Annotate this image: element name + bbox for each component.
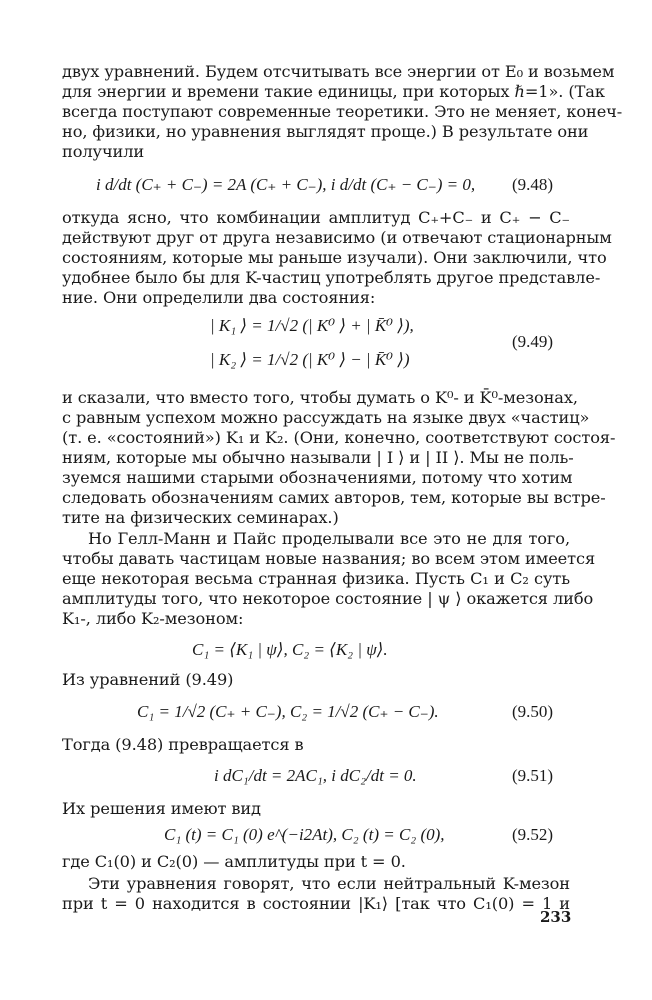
- text-line: но, физики, но уравнения выглядят проще.) В результате они: [62, 122, 589, 141]
- text-line: следовать обозначениям самих авторов, тем, которые вы встре-: [62, 488, 606, 507]
- page-number: 233: [540, 908, 572, 926]
- equation-number: (9.49): [512, 332, 554, 351]
- equation-9-49-line1: | K₁ ⟩ = 1/√2 (| K⁰ ⟩ + | K̄⁰ ⟩),: [210, 316, 414, 335]
- text-line: при t = 0 находится в состоянии |K₁⟩ [так что C₁(0) = 1 и: [62, 894, 570, 913]
- text-line: получили: [62, 142, 145, 161]
- text-line: Тогда (9.48) превращается в: [62, 735, 304, 754]
- text-line: действуют друг от друга независимо (и отвечают стационарным: [62, 228, 612, 247]
- text-line: состояниям, которые мы раньше изучали). Они заключили, что: [62, 248, 607, 267]
- text-line: зуемся нашими старыми обозначениями, потому что хотим: [62, 468, 573, 487]
- equation-number: (9.52): [512, 825, 554, 844]
- text-line: тите на физических семинарах.): [62, 508, 339, 527]
- equation-9-50: C₁ = 1/√2 (C₊ + C₋), C₂ = 1/√2 (C₊ − C₋).: [137, 702, 439, 721]
- text-line: ние. Они определили два состояния:: [62, 288, 376, 307]
- equation-number: (9.51): [512, 766, 554, 785]
- text-line: ниям, которые мы обычно называли | I ⟩ и | II ⟩. Мы не поль-: [62, 448, 574, 467]
- equation-9-52: C₁ (t) = C₁ (0) e^(−i2At), C₂ (t) = C₂ (0),: [164, 825, 445, 844]
- text-line: откуда ясно, что комбинации амплитуд C₊+C₋ и C₊ − C₋: [62, 208, 570, 227]
- text-line: чтобы давать частицам новые названия; во всем этом имеется: [62, 549, 596, 568]
- text-line: для энергии и времени такие единицы, при которых ℏ=1». (Так: [62, 82, 605, 101]
- text-line: Эти уравнения говорят, что если нейтральный K-мезон: [88, 874, 570, 893]
- equation-9-49-line2: | K₂ ⟩ = 1/√2 (| K⁰ ⟩ − | K̄⁰ ⟩): [210, 350, 410, 369]
- text-line: K₁-, либо K₂-мезоном:: [62, 609, 244, 628]
- equation-number: (9.50): [512, 702, 554, 721]
- text-line: всегда поступают современные теоретики. Это не меняет, конеч-: [62, 102, 623, 121]
- text-line: двух уравнений. Будем отсчитывать все энергии от E₀ и возьмем: [62, 62, 615, 81]
- text-line: амплитуды того, что некоторое состояние | ψ ⟩ окажется либо: [62, 589, 594, 608]
- equation-9-51: i dC₁/dt = 2AC₁, i dC₂/dt = 0.: [214, 766, 417, 785]
- equation-c1-c2: C₁ = ⟨K₁ | ψ⟩, C₂ = ⟨K₂ | ψ⟩.: [192, 640, 388, 659]
- text-line: Но Гелл-Манн и Пайс проделывали все это не для того,: [88, 529, 570, 548]
- text-line: Из уравнений (9.49): [62, 670, 234, 689]
- equation-number: (9.48): [512, 175, 554, 194]
- text-line: с равным успехом можно рассуждать на языке двух «частиц»: [62, 408, 590, 427]
- text-line: удобнее было бы для K-частиц употреблять другое представле-: [62, 268, 601, 287]
- text-line: где C₁(0) и C₂(0) — амплитуды при t = 0.: [62, 852, 406, 871]
- text-line: Их решения имеют вид: [62, 799, 261, 818]
- text-line: еще некоторая весьма странная физика. Пусть C₁ и C₂ суть: [62, 569, 570, 588]
- equation-9-48: i d/dt (C₊ + C₋) = 2A (C₊ + C₋), i d/dt (C₊ − C₋) = 0,: [96, 175, 476, 194]
- text-line: и сказали, что вместо того, чтобы думать о K⁰- и K̄⁰-мезонах,: [62, 388, 578, 407]
- text-line: (т. е. «состояний») K₁ и K₂. (Они, конечно, соответствуют состоя-: [62, 428, 616, 447]
